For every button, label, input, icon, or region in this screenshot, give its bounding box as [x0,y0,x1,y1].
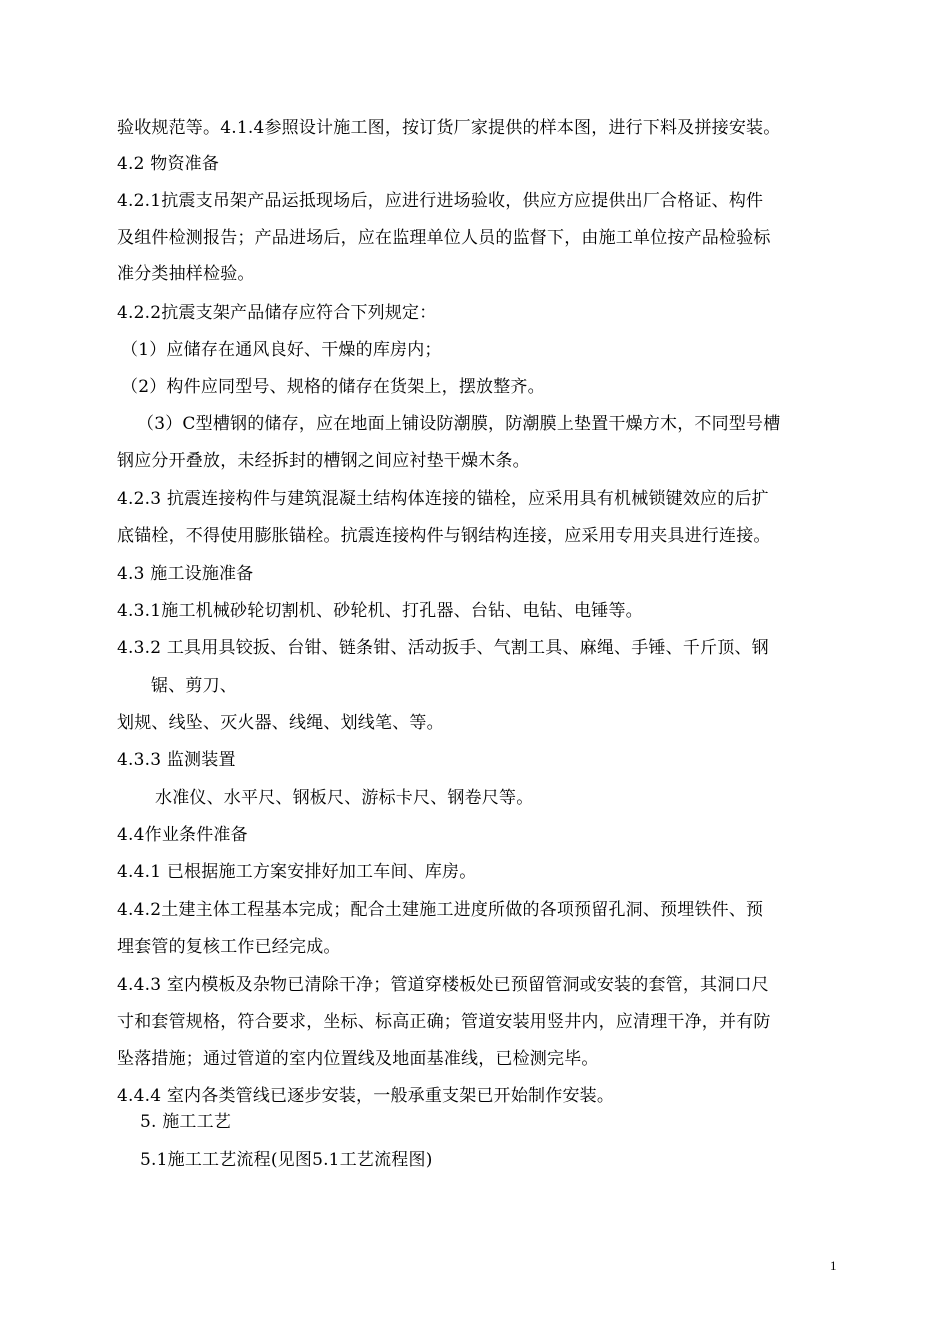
text-line: 4.4.2土建主体工程基本完成；配合土建施工进度所做的各项预留孔洞、预埋铁件、预 [117,900,764,920]
list-item: （3）C型槽钢的储存，应在地面上铺设防潮膜，防潮膜上垫置干燥方木，不同型号槽 [137,414,781,434]
list-item: （1）应储存在通风良好、干燥的库房内； [121,340,442,360]
text-line: 4.2.1抗震支吊架产品运抵现场后，应进行进场验收，供应方应提供出厂合格证、构件 [117,191,764,211]
text-line: 准分类抽样检验。 [117,264,255,284]
text-line: 5.1施工工艺流程(见图5.1工艺流程图) [140,1150,433,1170]
text-line: 钢应分开叠放，未经拆封的槽钢之间应衬垫干燥木条。 [117,451,530,471]
text-line: 锯、剪刀、 [151,676,237,696]
text-line: 底锚栓，不得使用膨胀锚栓。抗震连接构件与钢结构连接，应采用专用夹具进行连接。 [117,526,771,546]
text-line: 划规、线坠、灭火器、线绳、划线笔、等。 [117,713,444,733]
list-item: （2）构件应同型号、规格的储存在货架上，摆放整齐。 [121,377,545,397]
section-heading: 4.3 施工设施准备 [117,564,254,584]
text-line: 4.4.1 已根据施工方案安排好加工车间、库房。 [117,862,477,882]
section-heading: 4.4作业条件准备 [117,825,248,845]
text-line: 4.4.4 室内各类管线已逐步安装，一般承重支架已开始制作安装。 [117,1086,615,1106]
section-heading: 5. 施工工艺 [140,1112,232,1132]
section-heading: 4.3.3 监测装置 [117,750,236,770]
text-line: 4.2.2抗震支架产品储存应符合下列规定： [117,303,437,323]
text-line: 坠落措施；通过管道的室内位置线及地面基准线，已检测完毕。 [117,1049,599,1069]
text-line: 4.3.2 工具用具铰扳、台钳、链条钳、活动扳手、气割工具、麻绳、手锤、千斤顶、钢 [117,638,769,658]
text-line: 埋套管的复核工作已经完成。 [117,937,341,957]
text-line: 4.2.3 抗震连接构件与建筑混凝土结构体连接的锚栓，应采用具有机械锁键效应的后扩 [117,489,769,509]
page-number: 1 [830,1258,837,1273]
text-line: 4.3.1施工机械砂轮切割机、砂轮机、打孔器、台钻、电钻、电锤等。 [117,601,643,621]
section-heading: 4.2 物资准备 [117,154,220,174]
text-line: 验收规范等。4.1.4参照设计施工图，按订货厂家提供的样本图，进行下料及拼接安装。 [117,118,781,138]
text-line: 4.4.3 室内模板及杂物已清除干净；管道穿楼板处已预留管洞或安装的套管，其洞口尺 [117,975,769,995]
text-line: 寸和套管规格，符合要求，坐标、标高正确；管道安装用竖井内，应清理干净，并有防 [117,1012,771,1032]
text-line: 及组件检测报告；产品进场后，应在监理单位人员的监督下，由施工单位按产品检验标 [117,228,771,248]
text-line: 水准仪、水平尺、钢板尺、游标卡尺、钢卷尺等。 [155,788,534,808]
